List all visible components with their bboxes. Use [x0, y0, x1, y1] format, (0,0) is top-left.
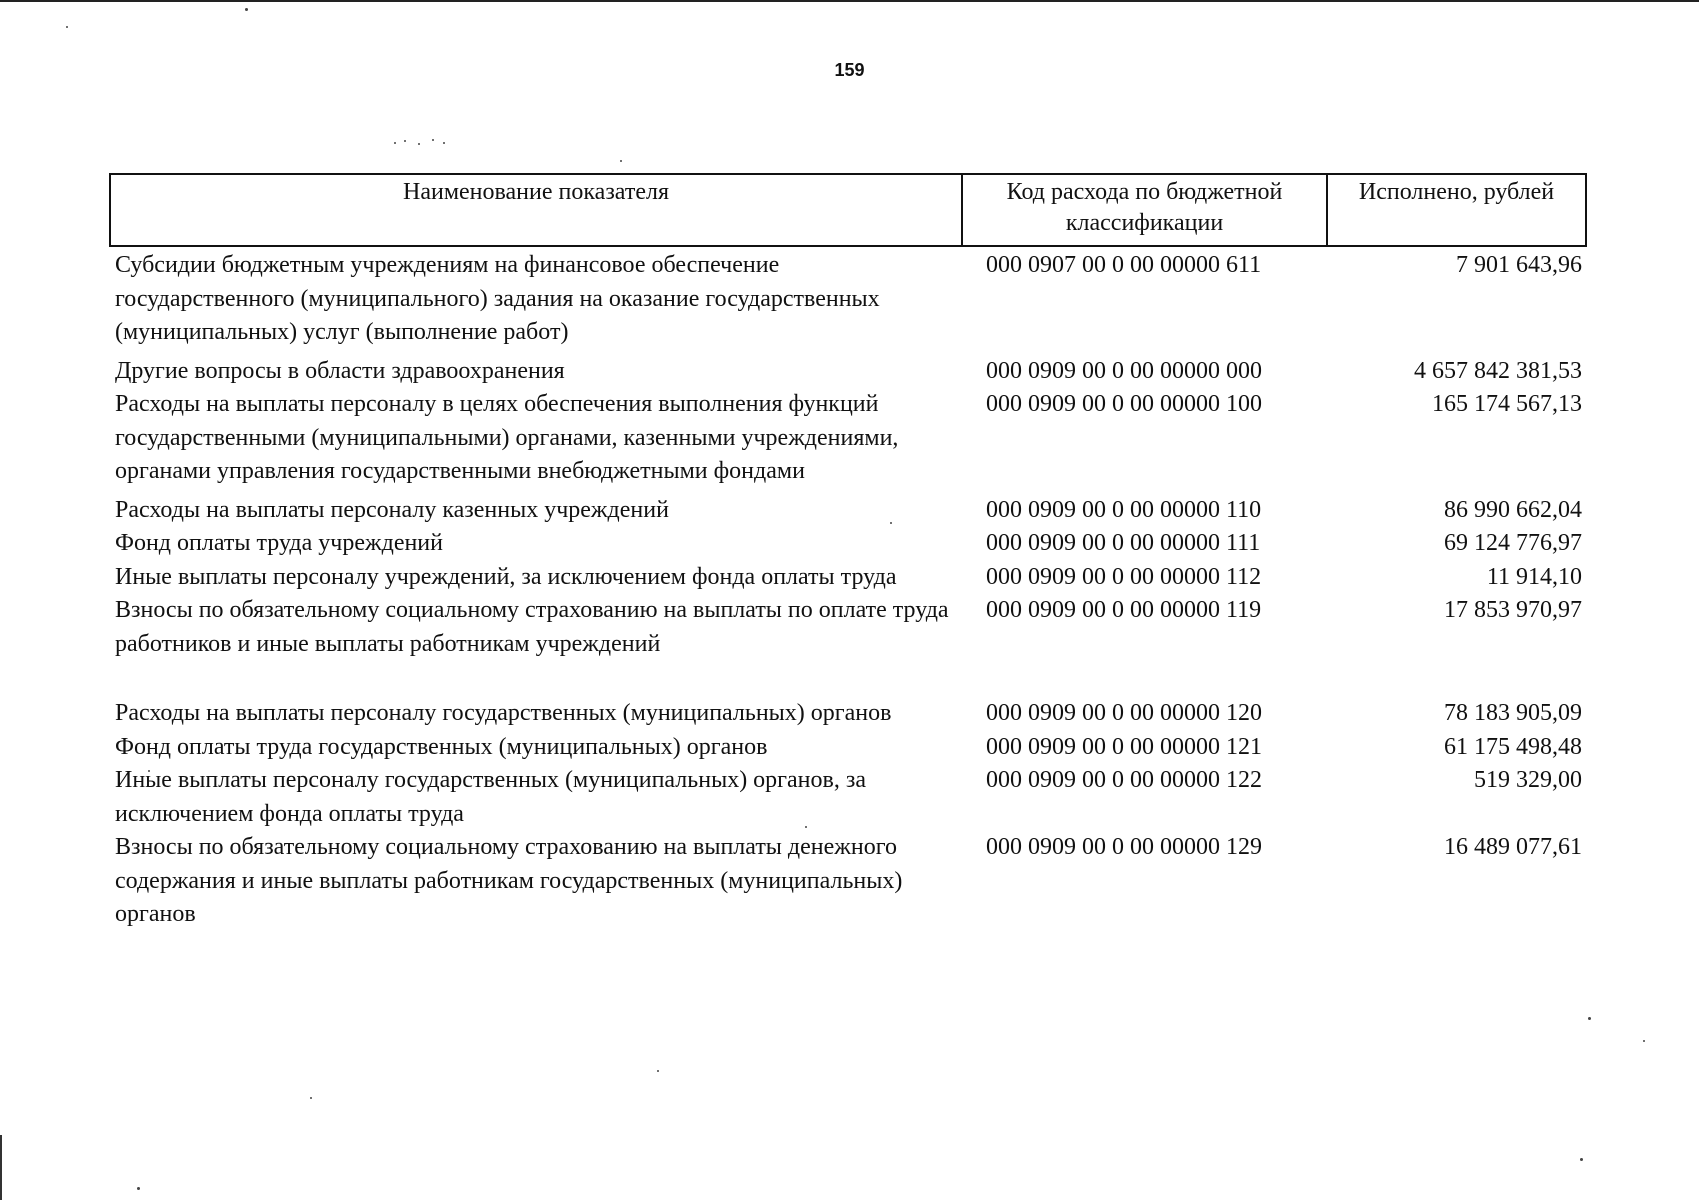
row-executed-amount: 16 489 077,61 [1444, 834, 1582, 860]
scan-speck [1643, 1040, 1645, 1042]
expenditure-table-container [109, 173, 1585, 932]
row-executed-amount: 11 914,10 [1486, 563, 1582, 590]
table-row [110, 494, 1586, 528]
scan-speck [66, 26, 68, 28]
scan-speck [443, 142, 445, 144]
table-row [110, 594, 1586, 697]
scan-speck [310, 1097, 312, 1099]
row-indicator-name: Субсидии бюджетным учреждениям на финансовое обеспечение государственного (муниципального) задания на оказание государственных (муниципальных) услуг (выполнение работ) [115, 252, 880, 345]
page-number: 159 [834, 60, 865, 80]
row-budget-code: 000 0907 00 0 00 00000 611 [986, 252, 1262, 278]
scan-speck [137, 1187, 140, 1190]
row-indicator-name: Фонд оплаты труда учреждений [115, 530, 443, 556]
row-executed-amount: 165 174 567,13 [1432, 391, 1582, 417]
scan-speck [404, 140, 406, 142]
row-executed-amount: 17 853 970,97 [1444, 597, 1582, 623]
table-row [110, 561, 1586, 595]
row-executed-amount: 69 124 776,97 [1444, 530, 1582, 556]
row-indicator-name: Иные выплаты персоналу учреждений, за исключением фонда оплаты труда [115, 563, 897, 590]
row-budget-code: 000 0909 00 0 00 00000 119 [986, 597, 1262, 623]
row-executed-amount: 519 329,00 [1474, 767, 1582, 793]
row-executed-amount: 86 990 662,04 [1444, 496, 1582, 523]
row-indicator-name: Расходы на выплаты персоналу в целях обеспечения выполнения функций государственными (муниципальными) органами, казенными учреждениями, органами управления государственными внебюджетными фондами [115, 391, 899, 484]
table-row [110, 697, 1586, 731]
row-executed-amount: 78 183 905,09 [1444, 700, 1582, 726]
row-budget-code: 000 0909 00 0 00 00000 111 [986, 530, 1261, 556]
scan-left-edge-mark [0, 1135, 2, 1200]
header-indicator-name: Наименование показателя [110, 174, 962, 246]
row-budget-code: 000 0909 00 0 00 00000 121 [986, 733, 1262, 760]
scan-speck [394, 142, 396, 144]
row-indicator-name: Взносы по обязательному социальному страхованию на выплаты денежного содержания и иные выплаты работникам государственных (муниципальных) органов [115, 834, 903, 927]
table-row [110, 527, 1586, 561]
table-row [110, 764, 1586, 831]
row-executed-amount: 4 657 842 381,53 [1414, 357, 1582, 384]
scan-speck [245, 8, 248, 11]
row-budget-code: 000 0909 00 0 00 00000 112 [986, 563, 1262, 590]
row-executed-amount: 61 175 498,48 [1444, 733, 1582, 760]
header-row [110, 174, 1586, 246]
row-indicator-name: Расходы на выплаты персоналу казенных учреждений [115, 496, 669, 523]
row-budget-code: 000 0909 00 0 00 00000 120 [986, 700, 1262, 726]
row-indicator-name: Расходы на выплаты персоналу государственных (муниципальных) органов [115, 700, 892, 726]
row-budget-code: 000 0909 00 0 00 00000 100 [986, 391, 1262, 417]
table-row [110, 731, 1586, 765]
row-budget-code: 000 0909 00 0 00 00000 129 [986, 834, 1262, 860]
table-row [110, 831, 1586, 932]
scan-speck [620, 160, 622, 162]
row-budget-code: 000 0909 00 0 00 00000 122 [986, 767, 1262, 793]
row-budget-code: 000 0909 00 0 00 00000 110 [986, 496, 1262, 523]
row-budget-code: 000 0909 00 0 00 00000 000 [986, 357, 1262, 384]
row-executed-amount: 7 901 643,96 [1456, 252, 1582, 278]
scan-speck [1580, 1158, 1583, 1161]
row-indicator-name: Фонд оплаты труда государственных (муниципальных) органов [115, 733, 768, 760]
row-indicator-name: Взносы по обязательному социальному страхованию на выплаты по оплате труда работников и иные выплаты работникам учреждений [115, 597, 949, 657]
scan-speck [1588, 1017, 1591, 1020]
header-executed-amount: Исполнено, рублей [1327, 174, 1586, 246]
row-indicator-name: Другие вопросы в области здравоохранения [115, 357, 565, 384]
scan-speck [418, 143, 420, 145]
row-indicator-name: Иные выплаты персоналу государственных (муниципальных) органов, за исключением фонда оплаты труда [115, 767, 866, 827]
table-row [110, 355, 1586, 389]
table-row [110, 246, 1586, 355]
table-row [110, 388, 1586, 494]
scan-top-edge [0, 0, 1699, 2]
scan-speck [657, 1070, 659, 1072]
table-header [110, 174, 1586, 246]
expenditure-table [109, 173, 1587, 932]
header-budget-code: Код расхода по бюджетной классификации [962, 174, 1327, 246]
scan-speck [432, 139, 434, 141]
table-body [110, 246, 1586, 932]
